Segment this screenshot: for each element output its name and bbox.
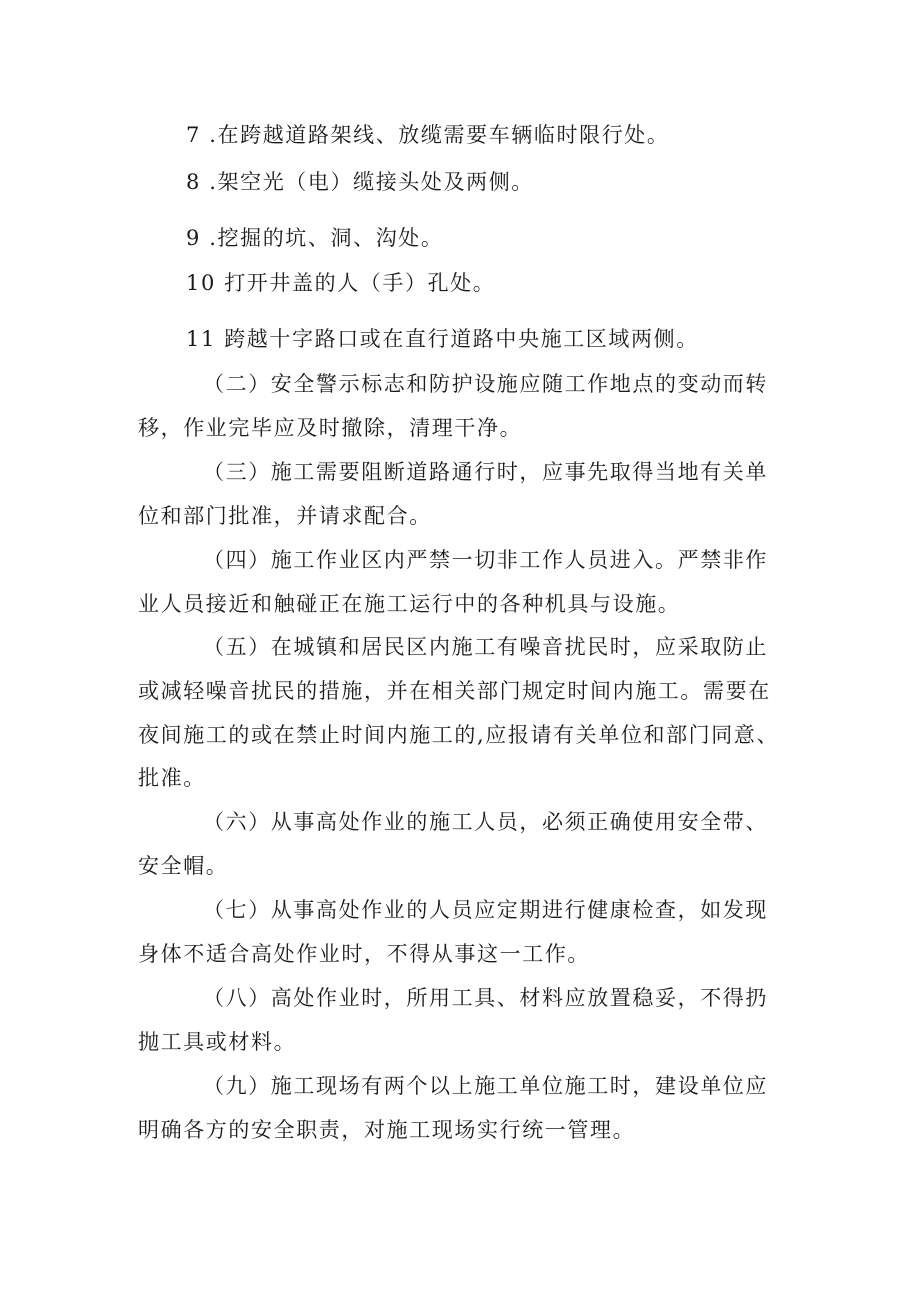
paragraph-line: 身体不适合高处作业时，不得从事这一工作。: [138, 942, 590, 966]
paragraph-line: （五）在城镇和居民区内施工有噪音扰民时，应采取防止: [203, 635, 768, 659]
paragraph-line: 业人员接近和触碰正在施工运行中的各种机具与设施。: [138, 592, 681, 616]
paragraph-line: 移，作业完毕应及时撤除，清理干净。: [138, 416, 523, 440]
list-item-11: 11 跨越十字路口或在直行道路中央施工区域两侧。: [186, 327, 699, 351]
paragraph-line: 安全帽。: [138, 854, 229, 878]
paragraph-line: 或减轻噪音扰民的措施，并在相关部门规定时间内施工。需要在: [138, 679, 771, 703]
list-item-8: 8 .架空光（电）缆接头处及两侧。: [186, 170, 534, 194]
paragraph-line: （三）施工需要阻断道路通行时，应事先取得当地有关单: [203, 460, 768, 484]
paragraph-line: （六）从事高处作业的施工人员，必须正确使用安全带、: [203, 810, 768, 834]
list-item-10: 10 打开井盖的人（手）孔处。: [186, 271, 496, 295]
paragraph-line: （二）安全警示标志和防护设施应随工作地点的变动而转: [203, 372, 768, 396]
paragraph-line: 批准。: [138, 766, 206, 790]
paragraph-line: （四）施工作业区内严禁一切非工作人员进入。严禁非作: [203, 548, 768, 572]
paragraph-line: 夜间施工的或在禁止时间内施工的,应报请有关单位和部门同意、: [138, 723, 780, 747]
paragraph-line: （九）施工现场有两个以上施工单位施工时，建设单位应: [203, 1074, 768, 1098]
paragraph-line: 抛工具或材料。: [138, 1030, 297, 1054]
paragraph-line: 明确各方的安全职责，对施工现场实行统一管理。: [138, 1118, 636, 1142]
paragraph-line: 位和部门批准，并请求配合。: [138, 504, 432, 528]
paragraph-line: （七）从事高处作业的人员应定期进行健康检查，如发现: [203, 898, 768, 922]
paragraph-line: （八）高处作业时，所用工具、材料应放置稳妥，不得扔: [203, 986, 768, 1010]
list-item-9: 9 .挖掘的坑、洞、沟处。: [186, 226, 444, 250]
list-item-7: 7 .在跨越道路架线、放缆需要车辆临时限行处。: [186, 123, 670, 147]
